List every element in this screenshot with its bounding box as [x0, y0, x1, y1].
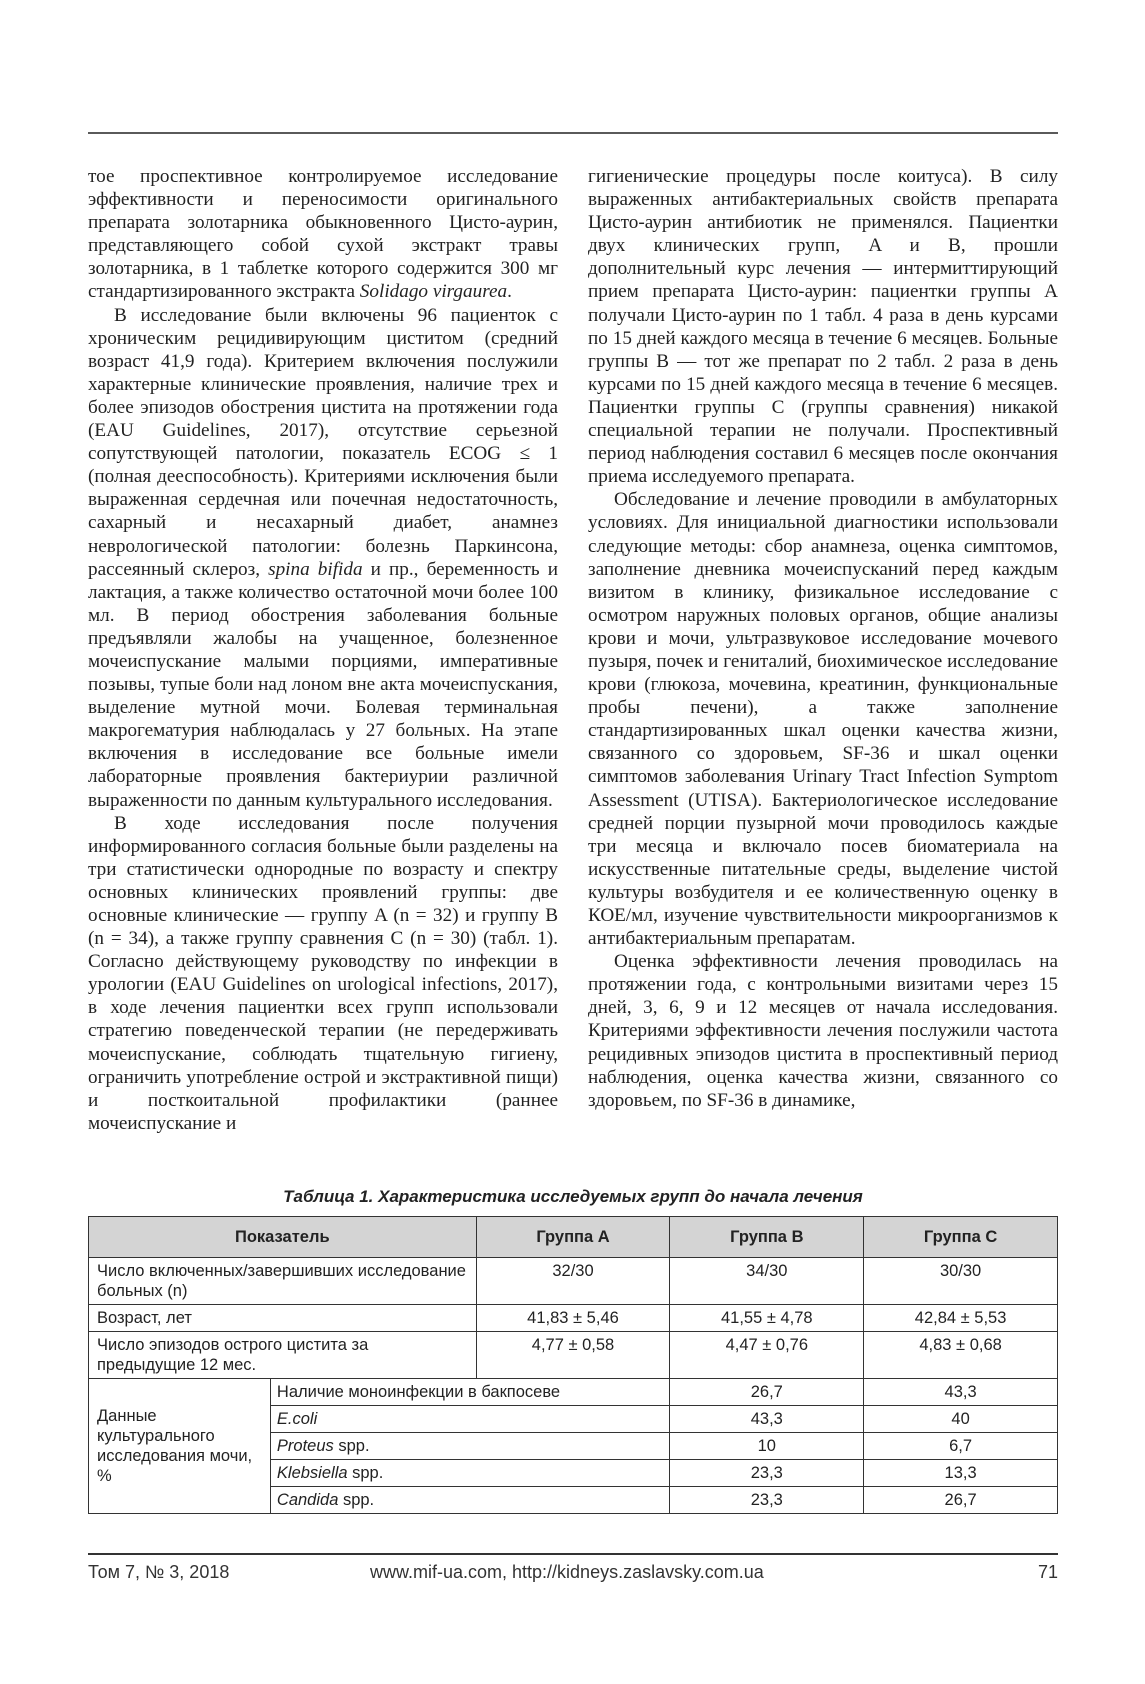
cell-group-c: 4,83 ± 0,68 [864, 1332, 1058, 1379]
paragraph: В исследование были включены 96 пациенток с хроническим рецидивирующим циститом (средний возраст 41,9 года). Критерием включения послужили характерные клинические проявления, наличие трех и более эпизодов обострения цистита на протяжении года (EAU Guidelines, 2017), отсутствие серьезной сопутствующей патологии, показатель ECOG ≤ 1 (полная дееспособность). Критериями исключения были выраженная сердечная или почечная недостаточность, сахарный и несахарный диабет, анамнез неврологической патологии: болезнь Паркинсона, рассеянный склероз, spina bifida и пр., беременность и лактация, а также количество остаточной мочи более 100 мл. В период обострения заболевания больные предъявляли жалобы на учащенное, болезненное мочеиспускание малыми порциями, императивные позывы, тупые боли над лоном вне акта мочеиспускания, выделение мутной мочи. Болевая терминальная макрогематурия наблюдалась у 27 больных. На этапе включения в исследование все больные имели лабораторные проявления бактериурии различной выраженности по данным культурального исследования. [88, 304, 558, 811]
table-caption: Таблица 1. Характеристика исследуемых групп до начала лечения [283, 1187, 863, 1206]
paragraph: Оценка эффективности лечения проводилась на протяжении года, с контрольными визитами через 15 дней, 3, 6, 9 и 12 месяцев от начала исследования. Критериями эффективности лечения послужили частота рецидивных эпизодов цистита в проспективный период наблюдения, оценка качества жизни, связанного со здоровьем, по SF-36 в динамике, [588, 951, 1058, 1111]
paragraph: В ходе исследования после получения информированного согласия больные были разделены на три статистически однородные по возрасту и спектру основных клинических проявлений группы: две основные клинические — группу A (n = 32) и группу B (n = 34), а также группу сравнения C (n = 30) (табл. 1). Согласно действующему руководству по инфекции в урологии (EAU Guidelines on urological infections, 2017), в ходе лечения пациентки всех групп использовали стратегию поведенческой терапии (не передерживать мочеиспускание, соблюдать тщательную гигиену, ограничить употребление острой и экстрактивной пищи) и посткоитальной профилактики (раннее мочеиспускание и [88, 812, 558, 1134]
issue-info: Том 7, № 3, 2018 [88, 1562, 230, 1582]
cell-group-b: 43,3 [670, 1406, 864, 1433]
culture-group-label: Данные культурального исследования мочи, % [89, 1379, 271, 1514]
cell-group-b: 23,3 [670, 1487, 864, 1514]
row-label: Proteus spp. [270, 1433, 670, 1460]
table-row [89, 1258, 1058, 1305]
column-header: Группа A [476, 1217, 670, 1258]
table-row [89, 1305, 1058, 1332]
cell-group-c: 30/30 [864, 1258, 1058, 1305]
cell-group-b: 41,55 ± 4,78 [670, 1305, 864, 1332]
cell-group-c: 42,84 ± 5,53 [864, 1305, 1058, 1332]
paragraph: тое проспективное контролируемое исследование эффективности и переносимости оригинального препарата золотарника обыкновенного Цисто-аурин, представляющего собой сухой экстракт травы золотарника, в 1 таблетке которого содержится 300 мг стандартизированного экстракта Solidago virgaurea. [88, 166, 558, 303]
cell-group-c: 40 [864, 1406, 1058, 1433]
cell-group-b: 34/30 [670, 1258, 864, 1305]
cell-group-c: 26,7 [864, 1487, 1058, 1514]
species-name: Solidago virgaurea [359, 281, 508, 303]
right-column [588, 165, 1058, 1135]
cell-group-b: 26,7 [670, 1379, 864, 1406]
left-column [88, 165, 558, 1135]
cell-group-b: 10 [670, 1433, 864, 1460]
row-label: Возраст, лет [89, 1305, 477, 1332]
article-body [88, 165, 1058, 1135]
paragraph: гигиенические процедуры после коитуса). В силу выраженных антибактериальных свойств препарата Цисто-аурин антибиотик не применялся. Пациентки двух клинических групп, A и B, прошли дополнительный курс лечения — интермиттирующий прием препарата Цисто-аурин: пациентки группы A получали Цисто-аурин по 1 табл. 4 раза в день курсами по 15 дней каждого месяца в течение 6 месяцев. Больные группы B — тот же препарат по 2 табл. 2 раза в день курсами по 15 дней каждого месяца в течение 6 месяцев. Пациентки группы C (группы сравнения) никакой специальной терапии не получали. Проспективный период наблюдения составил 6 месяцев после окончания приема исследуемого препарата. [588, 166, 1058, 488]
cell-group-b: 4,47 ± 0,76 [670, 1332, 864, 1379]
row-label: Число эпизодов острого цистита за предыдущие 12 мес. [89, 1332, 477, 1379]
table-row [89, 1379, 1058, 1406]
table-row [89, 1332, 1058, 1379]
column-header: Показатель [89, 1217, 477, 1258]
page-footer [88, 1562, 1058, 1590]
row-label: Наличие моноинфекции в бакпосеве [270, 1379, 670, 1406]
characteristics-table [88, 1216, 1058, 1514]
row-label: Klebsiella spp. [270, 1460, 670, 1487]
row-label: E.coli [270, 1406, 670, 1433]
column-header: Группа B [670, 1217, 864, 1258]
footer-rule [88, 1553, 1058, 1555]
page-number: 71 [1037, 1562, 1058, 1582]
cell-group-a: 41,83 ± 5,46 [476, 1305, 670, 1332]
cell-group-c: 43,3 [864, 1379, 1058, 1406]
table-header-row [89, 1217, 1058, 1258]
paragraph: Обследование и лечение проводили в амбулаторных условиях. Для инициальной диагностики использовали следующие методы: сбор анамнеза, оценка симптомов, заполнение дневника мочеиспусканий перед каждым визитом в клинику, физикальное исследование с осмотром наружных половых органов, общие анализы крови и мочи, ультразвуковое исследование мочевого пузыря, почек и гениталий, биохимическое исследование крови (глюкоза, мочевина, креатинин, функциональные пробы печени), а также заполнение стандартизированных шкал оценки качества жизни, связанного со здоровьем, SF-36 и шкал оценки симптомов заболевания Urinary Tract Infection Symptom Assessment (UTISA). Бактериологическое исследование средней порции пузырной мочи проводилось каждые три месяца и включало посев биоматериала на искусственные питательные среды, выделение чистой культуры возбудителя и ее количественную оценку в КОЕ/мл, изучение чувствительности микроорганизмов к антибактериальным препаратам. [588, 489, 1058, 950]
journal-urls: www.mif-ua.com, http://kidneys.zaslavsky.com.ua [370, 1562, 764, 1582]
row-label: Candida spp. [270, 1487, 670, 1514]
cell-group-b: 23,3 [670, 1460, 864, 1487]
column-header: Группа C [864, 1217, 1058, 1258]
cell-group-c: 13,3 [864, 1460, 1058, 1487]
cell-group-a: 32/30 [476, 1258, 670, 1305]
term-italic: spina bifida [268, 558, 363, 580]
row-label: Число включенных/завершивших исследование больных (n) [89, 1258, 477, 1305]
header-rule [88, 132, 1058, 134]
cell-group-c: 6,7 [864, 1433, 1058, 1460]
cell-group-a: 4,77 ± 0,58 [476, 1332, 670, 1379]
